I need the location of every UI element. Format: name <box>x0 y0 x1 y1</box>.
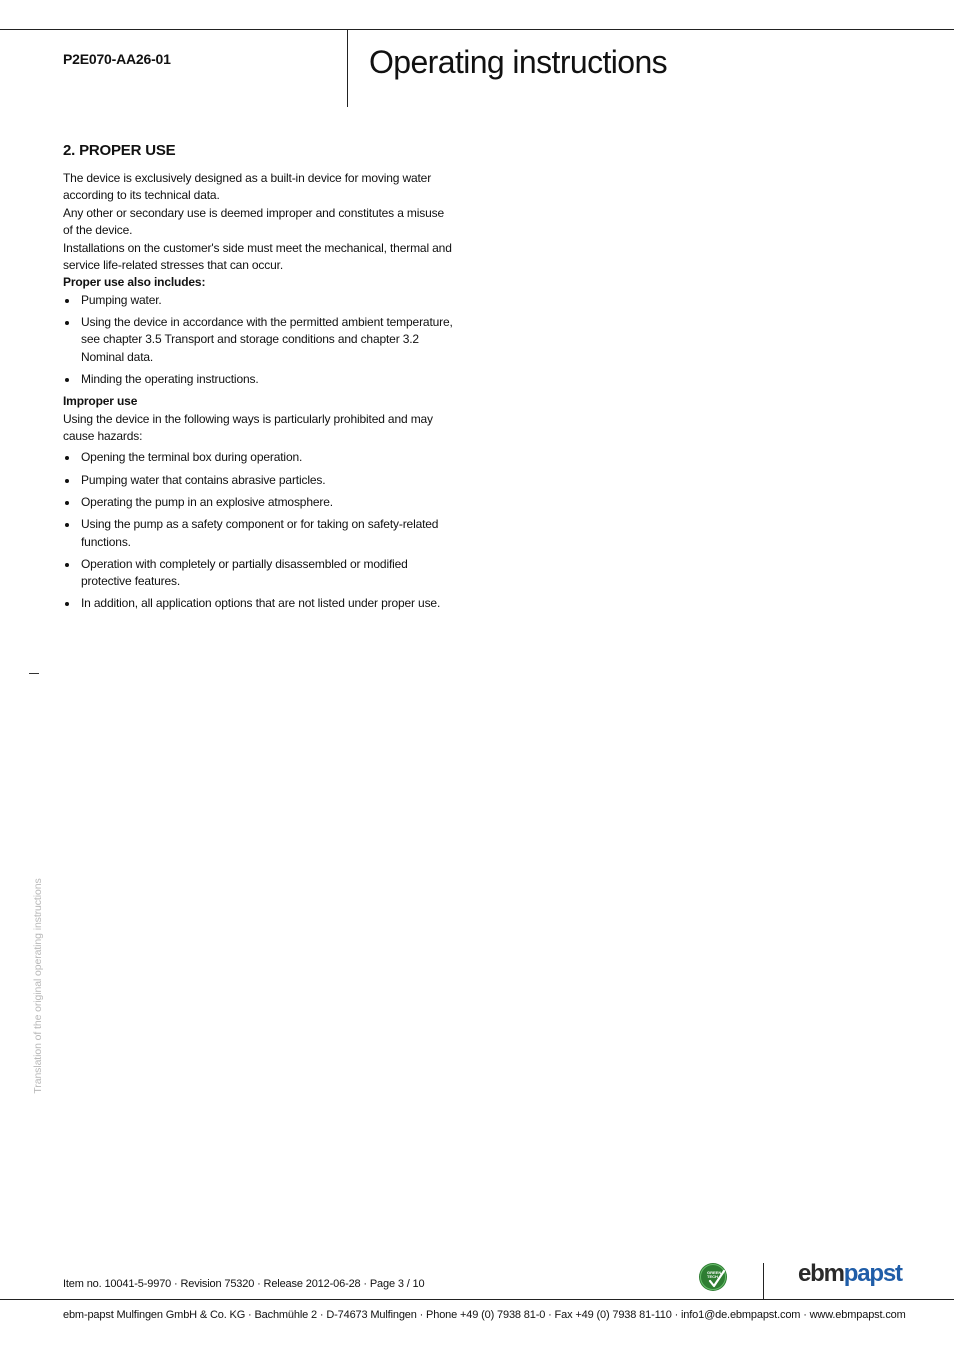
list-item: Using the device in accordance with the permitted ambient temperature, see chapter 3.5 Transport and storage conditions and chapter 3.2 Nominal data. <box>63 314 455 366</box>
bullet-icon <box>65 456 69 460</box>
improper-use-intro: Using the device in the following ways is particularly prohibited and may cause hazards: <box>63 411 433 444</box>
ebmpapst-logo <box>798 1260 902 1288</box>
list-item: Minding the operating instructions. <box>63 371 455 388</box>
document-id: P2E070-AA26-01 <box>63 51 171 67</box>
greentech-badge-icon <box>698 1262 728 1292</box>
page-title: Operating instructions <box>369 44 668 80</box>
bullet-icon <box>65 321 69 325</box>
footer-rule <box>0 1299 954 1300</box>
list-item: Opening the terminal box during operation. <box>63 449 455 466</box>
fold-mark <box>29 673 39 674</box>
header-divider <box>347 29 348 107</box>
intro-paragraph: The device is exclusively designed as a built-in device for moving water according to its technical data. <box>63 171 432 203</box>
bullet-icon <box>65 602 69 606</box>
bullet-icon <box>65 501 69 505</box>
list-item: Pumping water. <box>63 292 455 309</box>
bullet-icon <box>65 378 69 382</box>
bullet-icon <box>65 479 69 483</box>
proper-use-heading: Proper use also includes: <box>63 275 206 290</box>
bullet-icon <box>65 563 69 567</box>
list-item: Operating the pump in an explosive atmosphere. <box>63 494 455 511</box>
bullet-icon <box>65 299 69 303</box>
bullet-icon <box>65 523 69 527</box>
greentech-label: TECH <box>707 1274 718 1279</box>
intro-paragraph: Installations on the customer's side must meet the mechanical, thermal and service life-related stresses that can occur. <box>63 240 452 273</box>
improper-use-list <box>63 449 455 612</box>
list-item: Pumping water that contains abrasive particles. <box>63 472 455 489</box>
improper-use-heading: Improper use <box>63 394 138 409</box>
section-heading: 2. PROPER USE <box>63 142 176 159</box>
list-item: In addition, all application options that are not listed under proper use. <box>63 595 455 612</box>
footer-address: ebm-papst Mulfingen GmbH & Co. KG · Bachmühle 2 · D-74673 Mulfingen · Phone +49 (0) 7938 81-0 · Fax +49 (0) 7938 81-110 · info1@de.ebmpapst.com · www.ebmpapst.com <box>63 1309 906 1321</box>
proper-use-section <box>63 142 455 618</box>
proper-use-list <box>63 292 455 389</box>
list-item: Operation with completely or partially disassembled or modified protective features. <box>63 556 455 591</box>
logo-divider <box>763 1263 764 1299</box>
logo-part: ebm <box>798 1260 844 1287</box>
header-top-rule <box>0 29 954 30</box>
footer-meta: Item no. 10041-5-9970 · Revision 75320 · Release 2012-06-28 · Page 3 / 10 <box>63 1278 425 1290</box>
greentech-label: GREEN <box>707 1270 722 1275</box>
intro-paragraph: Any other or secondary use is deemed improper and constitutes a misuse of the device. <box>63 205 445 238</box>
logo-part: papst <box>843 1260 902 1287</box>
list-item: Using the pump as a safety component or for taking on safety-related functions. <box>63 516 455 551</box>
